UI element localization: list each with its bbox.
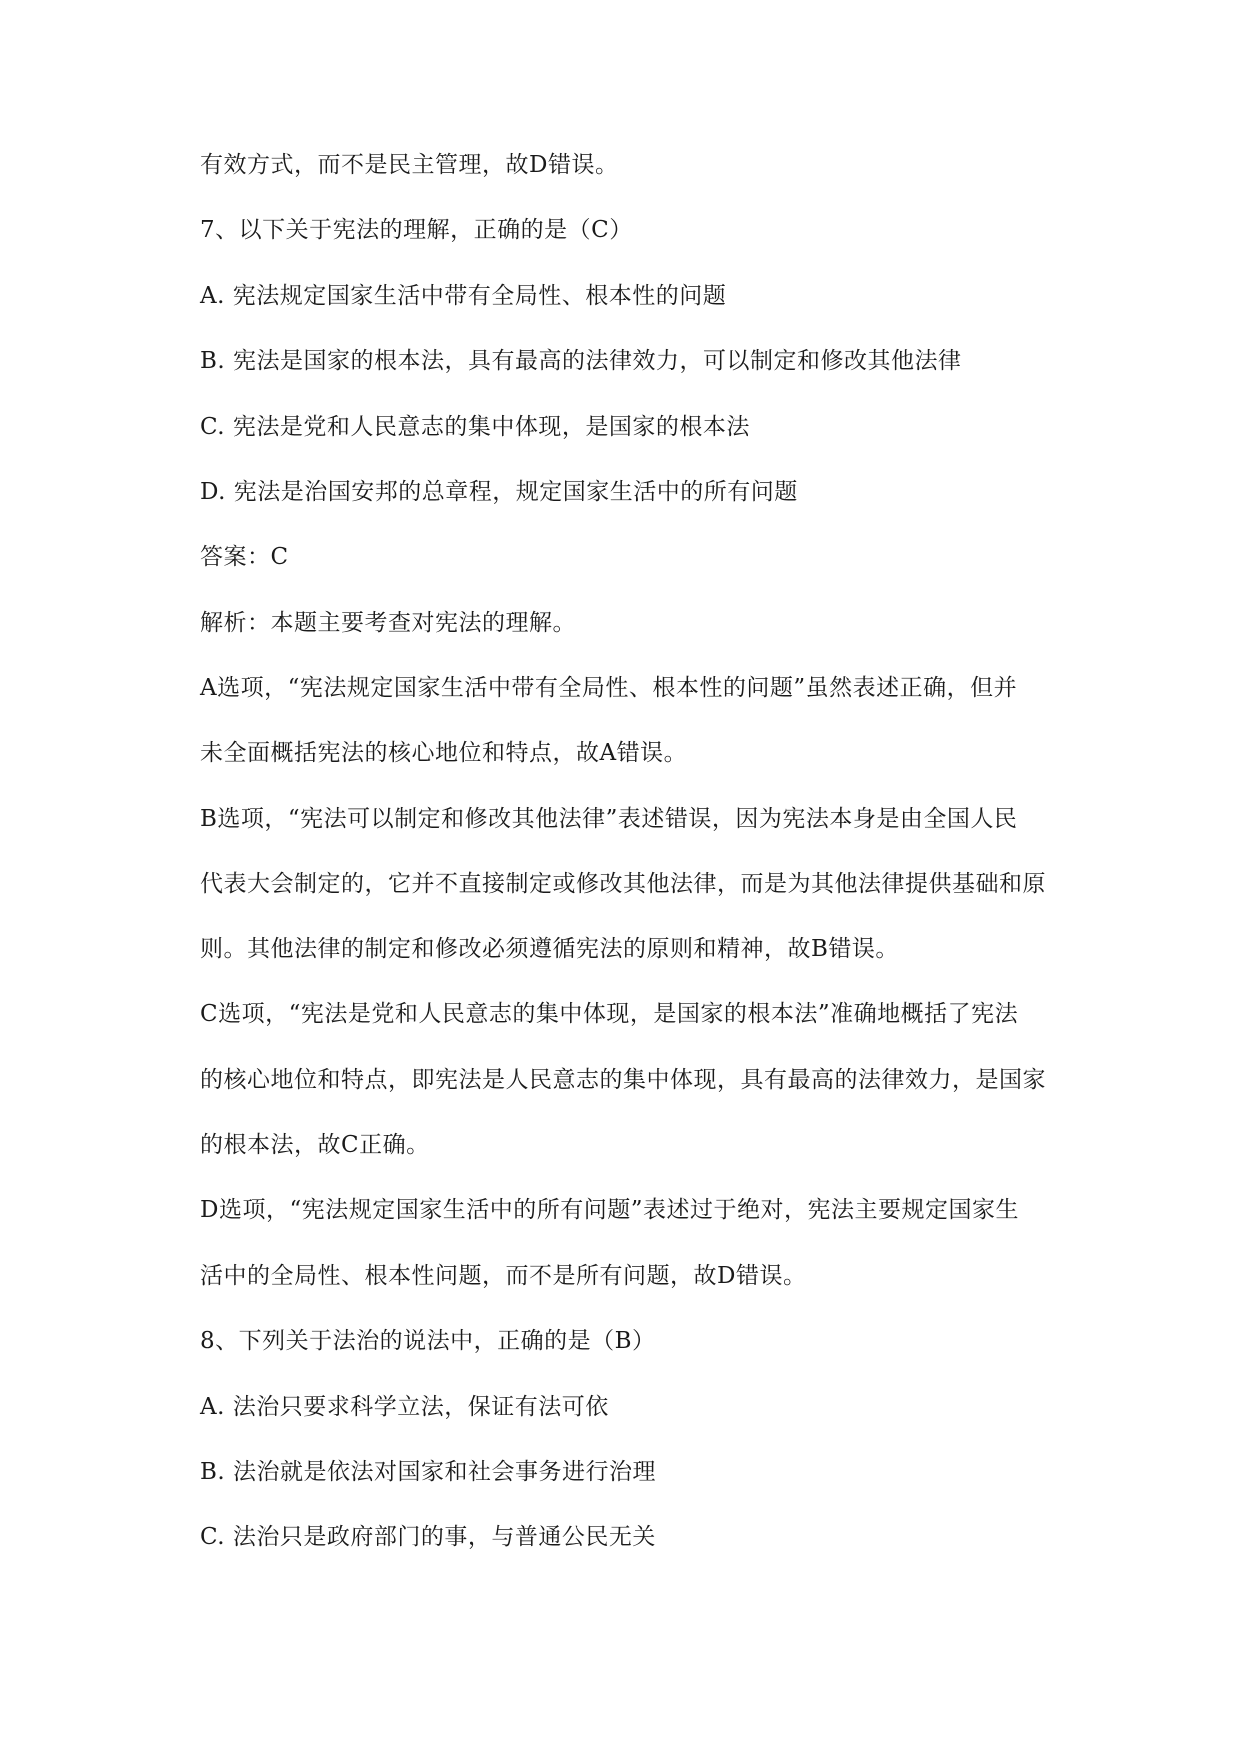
question-7-stem: 7、以下关于宪法的理解，正确的是（C） [200,217,633,243]
question-8-option-b: B. 法治就是依法对国家和社会事务进行治理 [200,1459,657,1485]
analysis-option-d-line: 活中的全局性、根本性问题，而不是所有问题，故D错误。 [200,1263,807,1289]
analysis-option-b-line: 则。其他法律的制定和修改必须遵循宪法的原则和精神，故B错误。 [200,936,899,962]
analysis-option-a-line: 未全面概括宪法的核心地位和特点，故A错误。 [200,740,688,766]
analysis-option-c-line: C选项，“宪法是党和人民意志的集中体现，是国家的根本法”准确地概括了宪法 [200,1001,1019,1027]
analysis-option-b-line: 代表大会制定的，它并不直接制定或修改其他法律，而是为其他法律提供基础和原 [200,871,1046,897]
analysis-option-d-line: D选项，“宪法规定国家生活中的所有问题”表述过于绝对，宪法主要规定国家生 [200,1197,1019,1223]
analysis-option-c-line: 的根本法，故C正确。 [200,1132,430,1158]
question-7-option-b: B. 宪法是国家的根本法，具有最高的法律效力，可以制定和修改其他法律 [200,348,962,374]
question-7-analysis: 解析：本题主要考查对宪法的理解。 [200,610,576,636]
question-8-stem: 8、下列关于法治的说法中，正确的是（B） [200,1328,656,1354]
question-7-option-a: A. 宪法规定国家生活中带有全局性、根本性的问题 [200,283,727,309]
text-line: 有效方式，而不是民主管理，故D错误。 [200,152,619,178]
analysis-option-c-line: 的核心地位和特点，即宪法是人民意志的集中体现，具有最高的法律效力，是国家 [200,1067,1046,1093]
question-7-option-c: C. 宪法是党和人民意志的集中体现，是国家的根本法 [200,414,750,440]
question-8-option-a: A. 法治只要求科学立法，保证有法可依 [200,1394,609,1420]
question-7-option-d: D. 宪法是治国安邦的总章程，规定国家生活中的所有问题 [200,479,798,505]
question-8-option-c: C. 法治只是政府部门的事，与普通公民无关 [200,1524,656,1550]
analysis-option-b-line: B选项，“宪法可以制定和修改其他法律”表述错误，因为宪法本身是由全国人民 [200,806,1018,832]
question-7-answer: 答案：C [200,544,289,570]
analysis-option-a-line: A选项，“宪法规定国家生活中带有全局性、根本性的问题”虽然表述正确，但并 [200,675,1018,701]
